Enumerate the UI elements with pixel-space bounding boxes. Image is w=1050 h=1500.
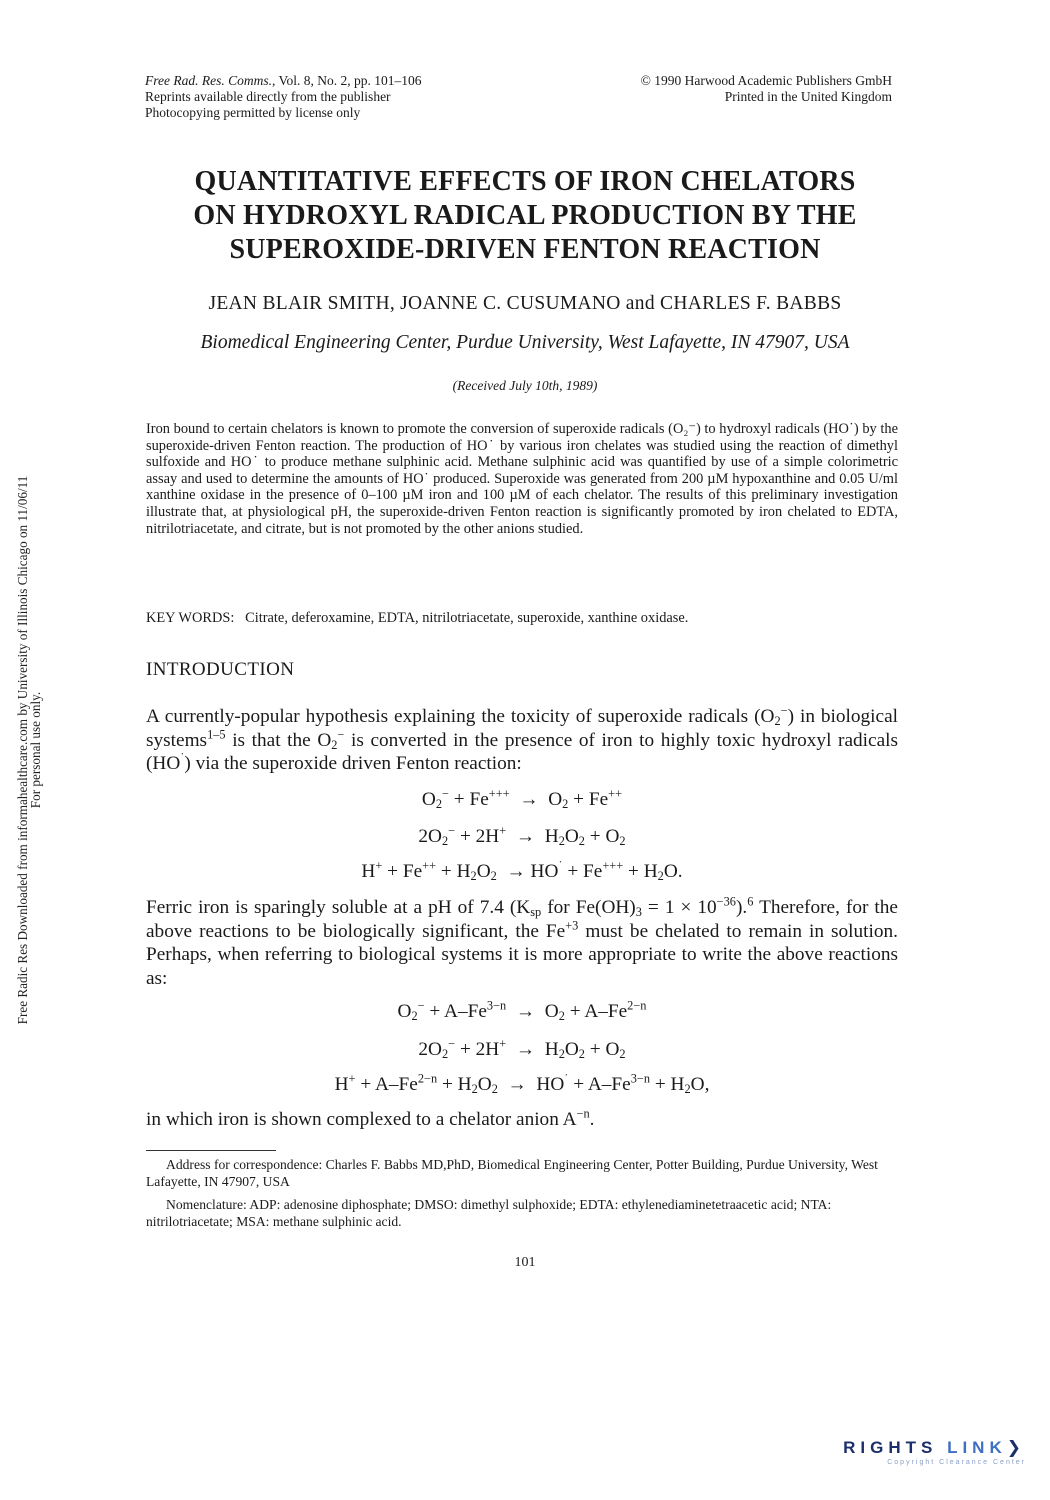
journal-citation [145,73,422,89]
body-paragraph: in which iron is shown complexed to a chelator anion $A^{-n}$. [146,1106,595,1130]
rightslink-logo [796,1438,1026,1466]
rightslink-rights: RIGHTS [843,1438,938,1457]
text-run: Ferric iron is sparingly soluble at a pH of 7.4 (K [146,897,531,918]
title-line: SUPEROXIDE-DRIVEN FENTON REACTION [229,234,821,265]
keywords [146,610,898,627]
affiliation: Biomedical Engineering Center, Purdue University, West Lafayette, IN 47907, USA [200,332,850,353]
footnote-divider [146,1150,276,1151]
text-run: . [589,1109,595,1130]
abstract: Iron bound to certain chelators is known to promote the conversion of superoxide radicals (O₂⁻) to hydroxyl radicals (HO˙) by the superoxide-driven Fenton reaction. The production of HO˙ by various iron chelates was studied using the reaction of dimethyl sulfoxide and HO˙ to produce methane sulphinic acid. Methane sulphinic acid was quantified by use of a simple colorimetric assay and used to determine the amounts of HO˙ produced. Superoxide was generated from 200 µM hypoxanthine and 0.05 U/ml xanthine oxidase in the presence of 0–100 µM iron and 100 µM of each chelator. The results of this preliminary investigation illustrate that, at physiological pH, the superoxide-driven Fenton reaction is significantly promoted by iron chelated to EDTA, nitrilotriacetate, and citrate, but is not promoted by the other anions studied. [146,421,898,537]
body-paragraph: Ferric iron is sparingly soluble at a pH of 7.4 ($K_{sp}$ for $Fe(OH)_3 = 1 \times 10^{-36}).^6$ Therefore, for the above reactions to be biologically significant, the $Fe^{+3}$ must be chelated to remain in solution. Perhaps, when referring to biological systems it is more appropriate to write the above reactions as: [146,894,898,989]
text-run: in which iron is shown complexed to a chelator anion A [146,1109,577,1130]
keywords-label: KEY WORDS: [146,610,235,626]
title-line: QUANTITATIVE EFFECTS OF IRON CHELATORS [194,166,856,197]
keywords-list: Citrate, deferoxamine, EDTA, nitrilotriacetate, superoxide, xanthine oxidase. [245,610,689,626]
equation: $O_2^- + A-Fe^{3-n} \to O_2 + A-Fe^{2-n}$ [397,998,647,1024]
journal-volume: , Vol. 8, No. 2, pp. 101–106 [271,73,422,88]
equation: $2O_2^- + 2H^+ \to H_2O_2 + O_2$ [418,823,626,849]
title-line: ON HYDROXYL RADICAL PRODUCTION BY THE [193,200,857,231]
equation: $H^+ + Fe^{++} + H_2O_2 \to HO^˙ + Fe^{+++} + H_2O$. [361,858,683,884]
text-run: must be chelated to remain in solution. Perhaps, when referring to biological systems it is more appropriate to write the above reactions as: [146,920,898,989]
journal-name: Free Rad. Res. Comms. [145,73,272,88]
text-run: is converted in the presence of iron to highly toxic hydroxyl radicals (HO [146,729,898,774]
rightslink-tagline: Copyright Clearance Center [887,1459,1026,1466]
equation: $O_2^- + Fe^{+++} \to O_2 + Fe^{++}$ [421,786,623,812]
text-run: ) via the superoxide driven Fenton reaction: [184,753,522,774]
text-run: ). [735,897,748,918]
author-list: JEAN BLAIR SMITH, JOANNE C. CUSUMANO and CHARLES F. BABBS [208,293,842,314]
reference-superscript: 1–5 [207,726,226,741]
rightslink-link: LINK [947,1438,1007,1457]
equation: $2O_2^- + 2H^+ \to H_2O_2 + O_2$ [418,1036,626,1062]
footnote-correspondence: Address for correspondence: Charles F. Babbs MD,PhD, Biomedical Engineering Center, Potter Building, Purdue University, West Lafayette, IN 47907, USA [146,1157,878,1189]
text-run: Therefore, for the above reactions to be biologically significant, the Fe [146,897,898,942]
reprints-note: Reprints available directly from the publisher [145,89,391,104]
text-run: for Fe(OH) [541,897,636,918]
footnote-nomenclature: Nomenclature: ADP: adenosine diphosphate; DMSO: dimethyl sulphoxide; EDTA: ethylenediaminetetraacetic acid; NTA: nitrilotriacetate; MSA: methane sulphinic acid. [146,1197,832,1229]
text-run: A currently-popular hypothesis explaining the toxicity of superoxide radicals (O [146,706,775,727]
article-title [100,165,950,267]
text-run: is that the O [225,729,332,751]
journal-header [145,73,422,121]
reference-superscript: 6 [747,894,754,909]
copyright-line: © 1990 Harwood Academic Publishers GmbH [640,73,892,88]
download-stamp-line: Free Radic Res Downloaded from informahealthcare.com by University of Illinois Chicago on 11/06/11 [15,475,30,1025]
printed-in-line: Printed in the United Kingdom [724,89,892,104]
body-paragraph: A currently-popular hypothesis explaining the toxicity of superoxide radicals $(O_2^-)$ in biological systems$^{1-5}$ is that the $O_2^-$ is converted in the presence of iron to highly toxic hydroxyl radicals (HO˙) via the superoxide driven Fenton reaction: [146,703,898,774]
download-stamp-line: For personal use only. [28,691,43,809]
text-run: ) in biological systems [146,706,898,751]
section-heading: INTRODUCTION [146,659,295,680]
photocopy-note: Photocopying permitted by license only [145,105,361,120]
download-stamp [16,390,42,1110]
page-number: 101 [514,1255,536,1270]
publisher-header [641,73,892,105]
text-run: = 1 × 10 [641,897,717,918]
equation: $H^+ + A-Fe^{2-n} + H_2O_2 \to HO^˙ + A-Fe^{3-n} + H_2O$, [334,1071,710,1097]
received-date: (Received July 10th, 1989) [452,378,598,393]
chevron-right-icon: ❯ [1006,1438,1026,1457]
rightslink-wordmark [796,1438,1026,1458]
